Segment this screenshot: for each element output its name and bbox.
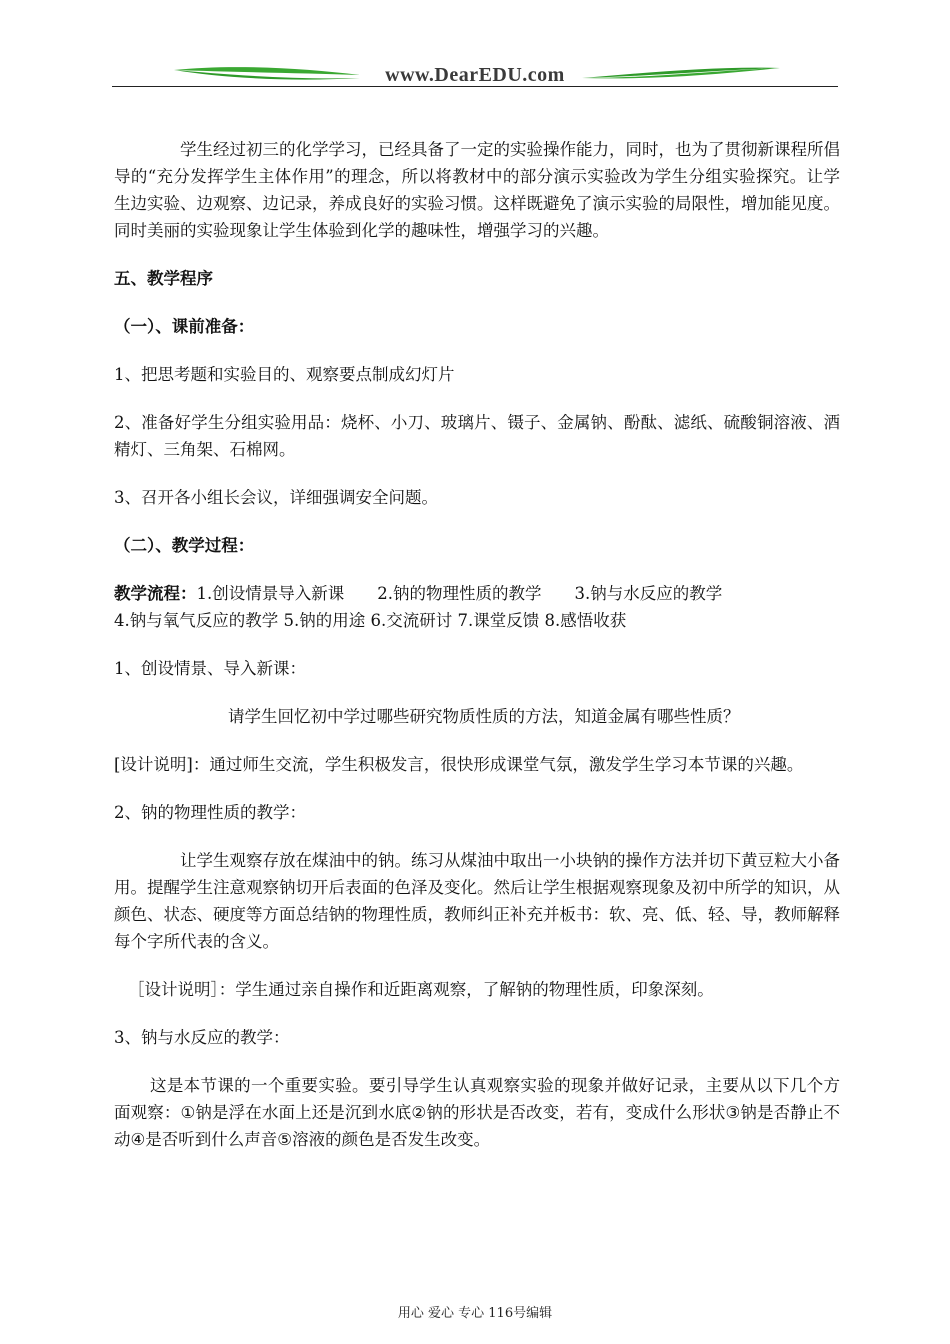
subheading-preparation: （一）、课前准备： bbox=[114, 317, 255, 336]
step-3-body: 这是本节课的一个重要实验。要引导学生认真观察实验的现象并做好记录，主要从以下几个方面观察：①钠是浮在水面上还是沉到水底②钠的形状是否改变，若有，变成什么形状③钠是否静止不动④是否听到什么声音⑤溶液的颜色是否发生改变。 bbox=[114, 1076, 840, 1149]
step-2-title: 2、钠的物理性质的教学： bbox=[114, 803, 306, 822]
step-1-question: 请学生回忆初中学过哪些研究物质性质的方法，知道金属有哪些性质？ bbox=[228, 707, 740, 726]
prep-item-2: 2、准备好学生分组实验用品：烧杯、小刀、玻璃片、镊子、金属钠、酚酞、滤纸、硫酸铜溶液、酒精灯、三角架、石棉网。 bbox=[114, 413, 840, 459]
site-logo-text: www.DearEDU.com bbox=[385, 64, 565, 86]
step-2-body: 让学生观察存放在煤油中的钠。练习从煤油中取出一小块钠的操作方法并切下黄豆粒大小备用。提醒学生注意观察钠切开后表面的色泽及变化。然后让学生根据观察现象及初中所学的知识，从颜色、状态、硬度等方面总结钠的物理性质，教师纠正补充并板书：软、亮、低、轻、导，教师解释每个字所代表的含义。 bbox=[114, 851, 840, 951]
intro-paragraph: 学生经过初三的化学学习，已经具备了一定的实验操作能力，同时，也为了贯彻新课程所倡导的“充分发挥学生主体作用”的理念，所以将教材中的部分演示实验改为学生分组实验探究。让学生边实验、边观察、边记录，养成良好的实验习惯。这样既避免了演示实验的局限性，增加能见度。同时美丽的实验现象让学生体验到化学的趣味性，增强学习的兴趣。 bbox=[114, 140, 840, 240]
flow-steps-1: 1.创设情景导入新课 2.钠的物理性质的教学 3.钠与水反应的教学 bbox=[196, 584, 723, 603]
step-3-title: 3、钠与水反应的教学： bbox=[114, 1028, 290, 1047]
step-1-title: 1、创设情景、导入新课： bbox=[114, 659, 306, 678]
prep-item-3: 3、召开各小组长会议，详细强调安全问题。 bbox=[114, 488, 438, 507]
page-footer: 用心 爱心 专心 116号编辑 bbox=[397, 1306, 553, 1321]
document-body bbox=[114, 136, 840, 1153]
flow-line-2: 4.钠与氧气反应的教学 5.钠的用途 6.交流研讨 7.课堂反馈 8.感悟收获 bbox=[114, 611, 627, 630]
flow-label: 教学流程： bbox=[114, 584, 197, 603]
subheading-process: （二）、教学过程： bbox=[114, 536, 255, 555]
prep-item-1: 1、把思考题和实验目的、观察要点制成幻灯片 bbox=[114, 365, 455, 384]
header-divider bbox=[112, 86, 838, 87]
flow-line-1 bbox=[114, 580, 840, 607]
step-1-design-note: [设计说明]：通过师生交流，学生积极发言，很快形成课堂气氛，激发学生学习本节课的兴趣。 bbox=[114, 755, 804, 774]
step-2-design-note: ［设计说明］：学生通过亲自操作和近距离观察，了解钠的物理性质，印象深刻。 bbox=[128, 980, 714, 999]
section-heading-5: 五、教学程序 bbox=[114, 269, 213, 288]
